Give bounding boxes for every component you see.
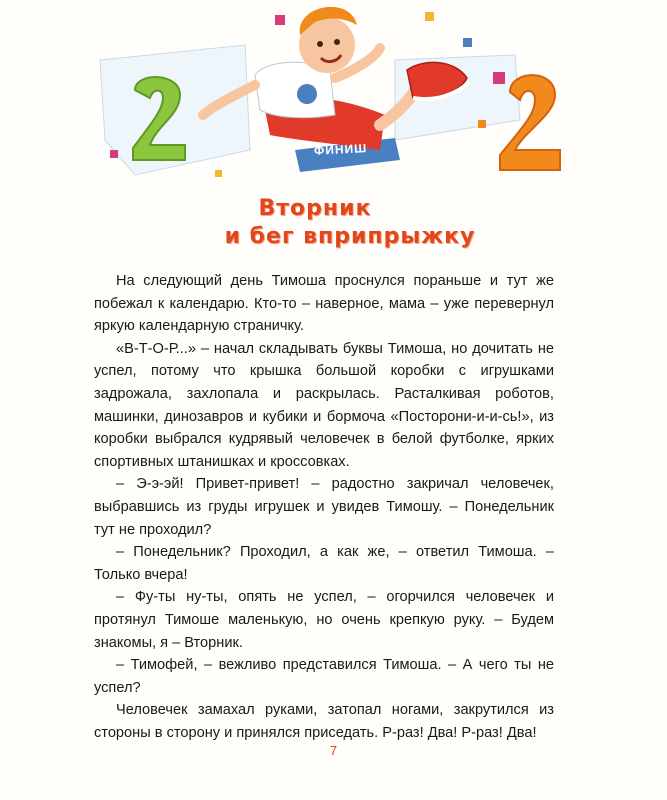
paragraph: – Э-э-эй! Привет-привет! – радостно закричал человечек, выбравшись из груды игрушек и увидев Тимошу. – Понедельник тут не проходил? xyxy=(94,476,554,538)
chapter-title-line-1: Вторник xyxy=(258,196,372,221)
paragraph: На следующий день Тимоша проснулся пораньше и тут же побежал к календарю. Кто-то – наверное, мама – уже перевернул яркую календарную страничку. xyxy=(94,273,554,335)
paragraph: – Тимофей, – вежливо представился Тимоша. – А чего ты не успел? xyxy=(94,657,554,696)
chapter-title xyxy=(180,195,490,251)
paragraph: – Фу-ты ну-ты, опять не успел, – огорчился человечек и протянул Тимоше маленькую, но очень крепкую руку. – Будем знакомы, я – Вторник. xyxy=(94,589,554,651)
page-number: 7 xyxy=(329,743,338,758)
paragraph: Человечек замахал руками, затопал ногами, закрутился из стороны в сторону и принялся приседать. Р-раз! Два! Р-раз! Два! xyxy=(94,702,554,741)
paragraph: – Понедельник? Проходил, а как же, – ответил Тимоша. – Только вчера! xyxy=(94,544,554,583)
paragraph: «В-Т-О-Р...» – начал складывать буквы Тимоша, но дочитать не успел, потому что крышка большой коробки с игрушками задрожала, захлопала и раскрылась. Расталкивая роботов, машинки, динозавров и кубики и бормоча «Посторони-и-и-сь!», из коробки выбрался кудрявый человечек в белой футболке, ярких спортивных штанишках и кроссовках. xyxy=(94,340,554,470)
chapter-illustration xyxy=(95,0,565,192)
chapter-body-text xyxy=(94,270,554,744)
chapter-title-line-2: и бег вприпрыжку xyxy=(224,224,476,249)
finish-ribbon-label: ФИНИШ xyxy=(313,141,368,158)
